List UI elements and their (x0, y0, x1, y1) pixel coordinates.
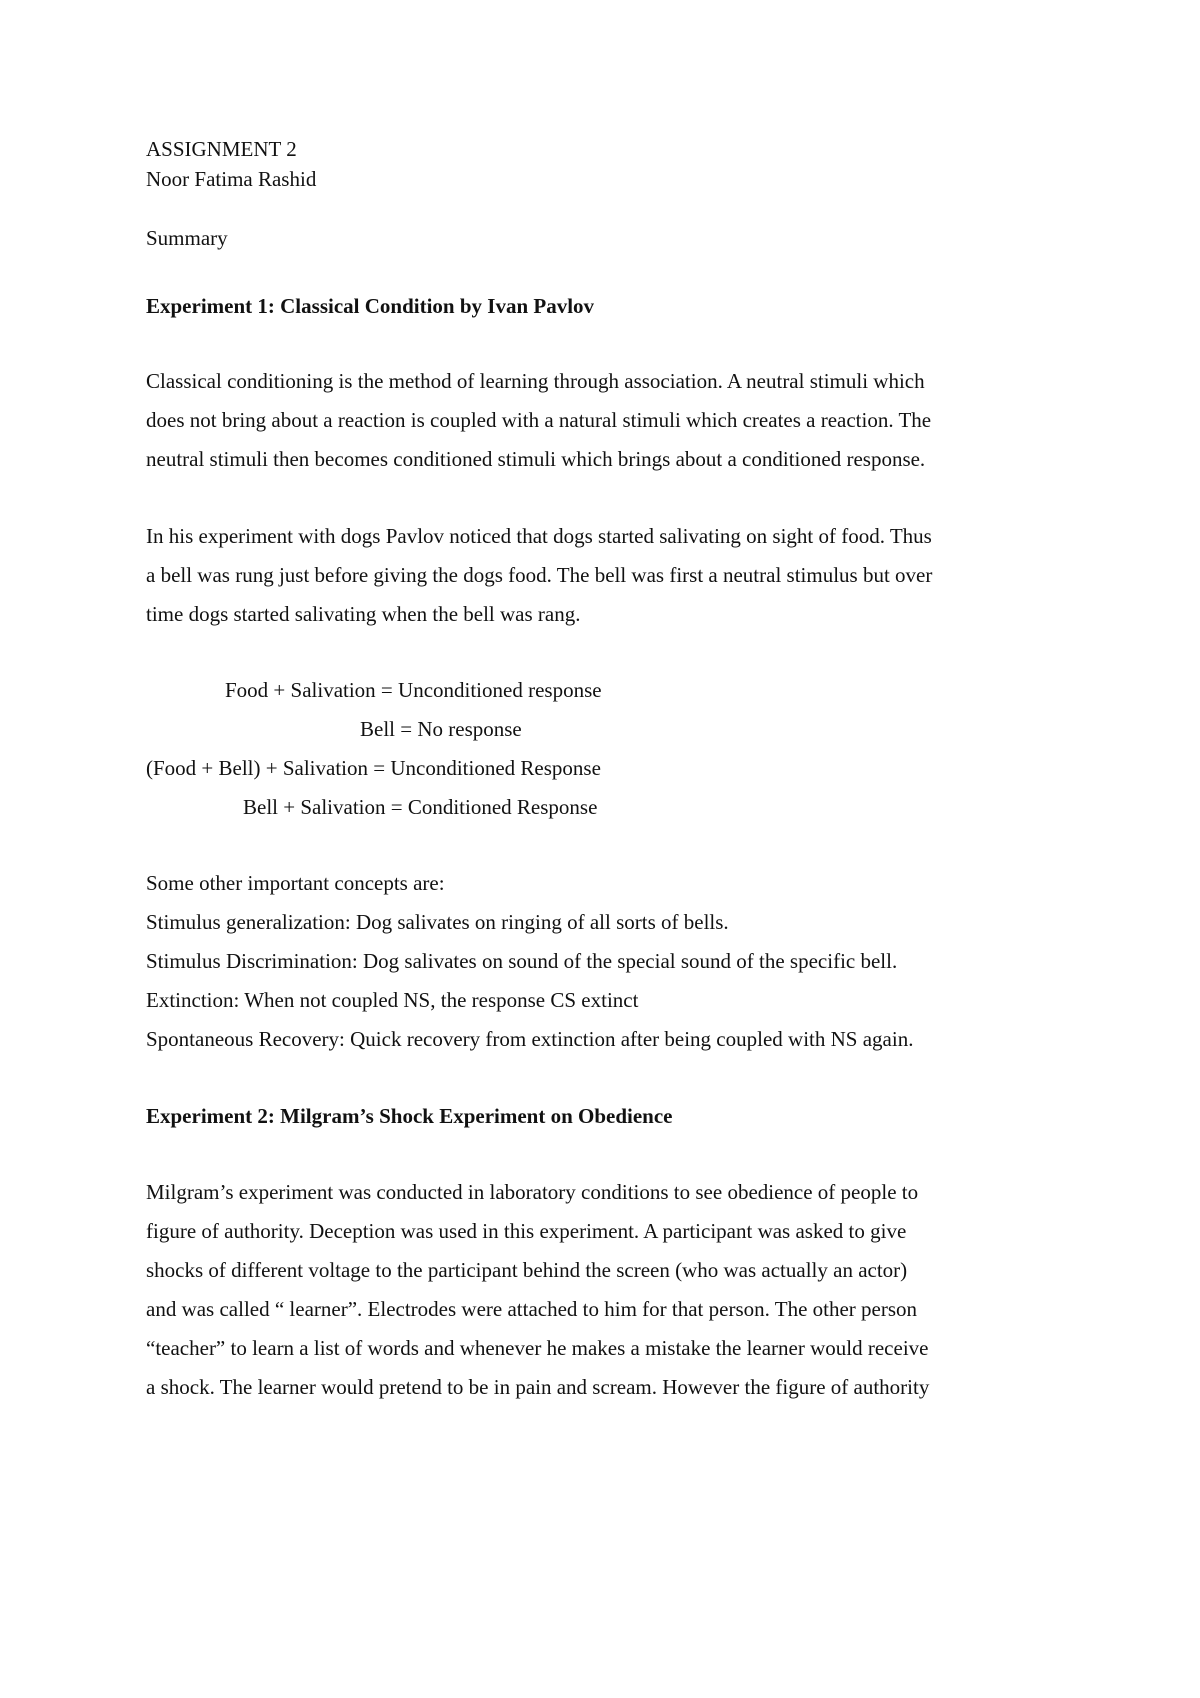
exp1-p1-line: does not bring about a reaction is coupled with a natural stimuli which creates a reaction. The (146, 408, 932, 432)
exp1-p2-line: In his experiment with dogs Pavlov noticed that dogs started salivating on sight of food. Thus (146, 524, 932, 548)
concept-line: Spontaneous Recovery: Quick recovery from extinction after being coupled with NS again. (146, 1027, 914, 1051)
document-page (146, 0, 1086, 1698)
assignment-title: ASSIGNMENT 2 (146, 137, 297, 161)
equation-line: Bell = No response (360, 717, 522, 741)
experiment2-heading: Experiment 2: Milgram’s Shock Experiment on Obedience (146, 1104, 673, 1128)
equation-line: Bell + Salivation = Conditioned Response (243, 795, 598, 819)
exp2-p1-line: and was called “ learner”. Electrodes were attached to him for that person. The other person (146, 1297, 918, 1321)
exp2-p1-line: Milgram’s experiment was conducted in laboratory conditions to see obedience of people to (146, 1180, 919, 1204)
concept-line: Extinction: When not coupled NS, the response CS extinct (146, 988, 639, 1012)
exp1-p1-line: neutral stimuli then becomes conditioned stimuli which brings about a conditioned response. (146, 447, 926, 471)
exp1-p2-line: time dogs started salivating when the bell was rang. (146, 602, 581, 626)
exp1-p1-line: Classical conditioning is the method of learning through association. A neutral stimuli which (146, 369, 925, 393)
equation-line: (Food + Bell) + Salivation = Unconditioned Response (146, 756, 601, 780)
concept-line: Stimulus Discrimination: Dog salivates on sound of the special sound of the specific bell. (146, 949, 898, 973)
equation-line: Food + Salivation = Unconditioned response (225, 678, 602, 702)
summary-label: Summary (146, 226, 228, 250)
exp2-p1-line: a shock. The learner would pretend to be in pain and scream. However the figure of authority (146, 1375, 930, 1399)
exp2-p1-line: shocks of different voltage to the participant behind the screen (who was actually an actor) (146, 1258, 908, 1282)
author-name: Noor Fatima Rashid (146, 167, 317, 191)
exp2-p1-line: figure of authority. Deception was used in this experiment. A participant was asked to give (146, 1219, 907, 1243)
experiment1-heading: Experiment 1: Classical Condition by Ivan Pavlov (146, 294, 595, 318)
concept-line: Stimulus generalization: Dog salivates on ringing of all sorts of bells. (146, 910, 729, 934)
exp1-p2-line: a bell was rung just before giving the dogs food. The bell was first a neutral stimulus but over (146, 563, 933, 587)
exp2-p1-line: “teacher” to learn a list of words and whenever he makes a mistake the learner would receive (146, 1336, 929, 1360)
concepts-intro: Some other important concepts are: (146, 871, 445, 895)
